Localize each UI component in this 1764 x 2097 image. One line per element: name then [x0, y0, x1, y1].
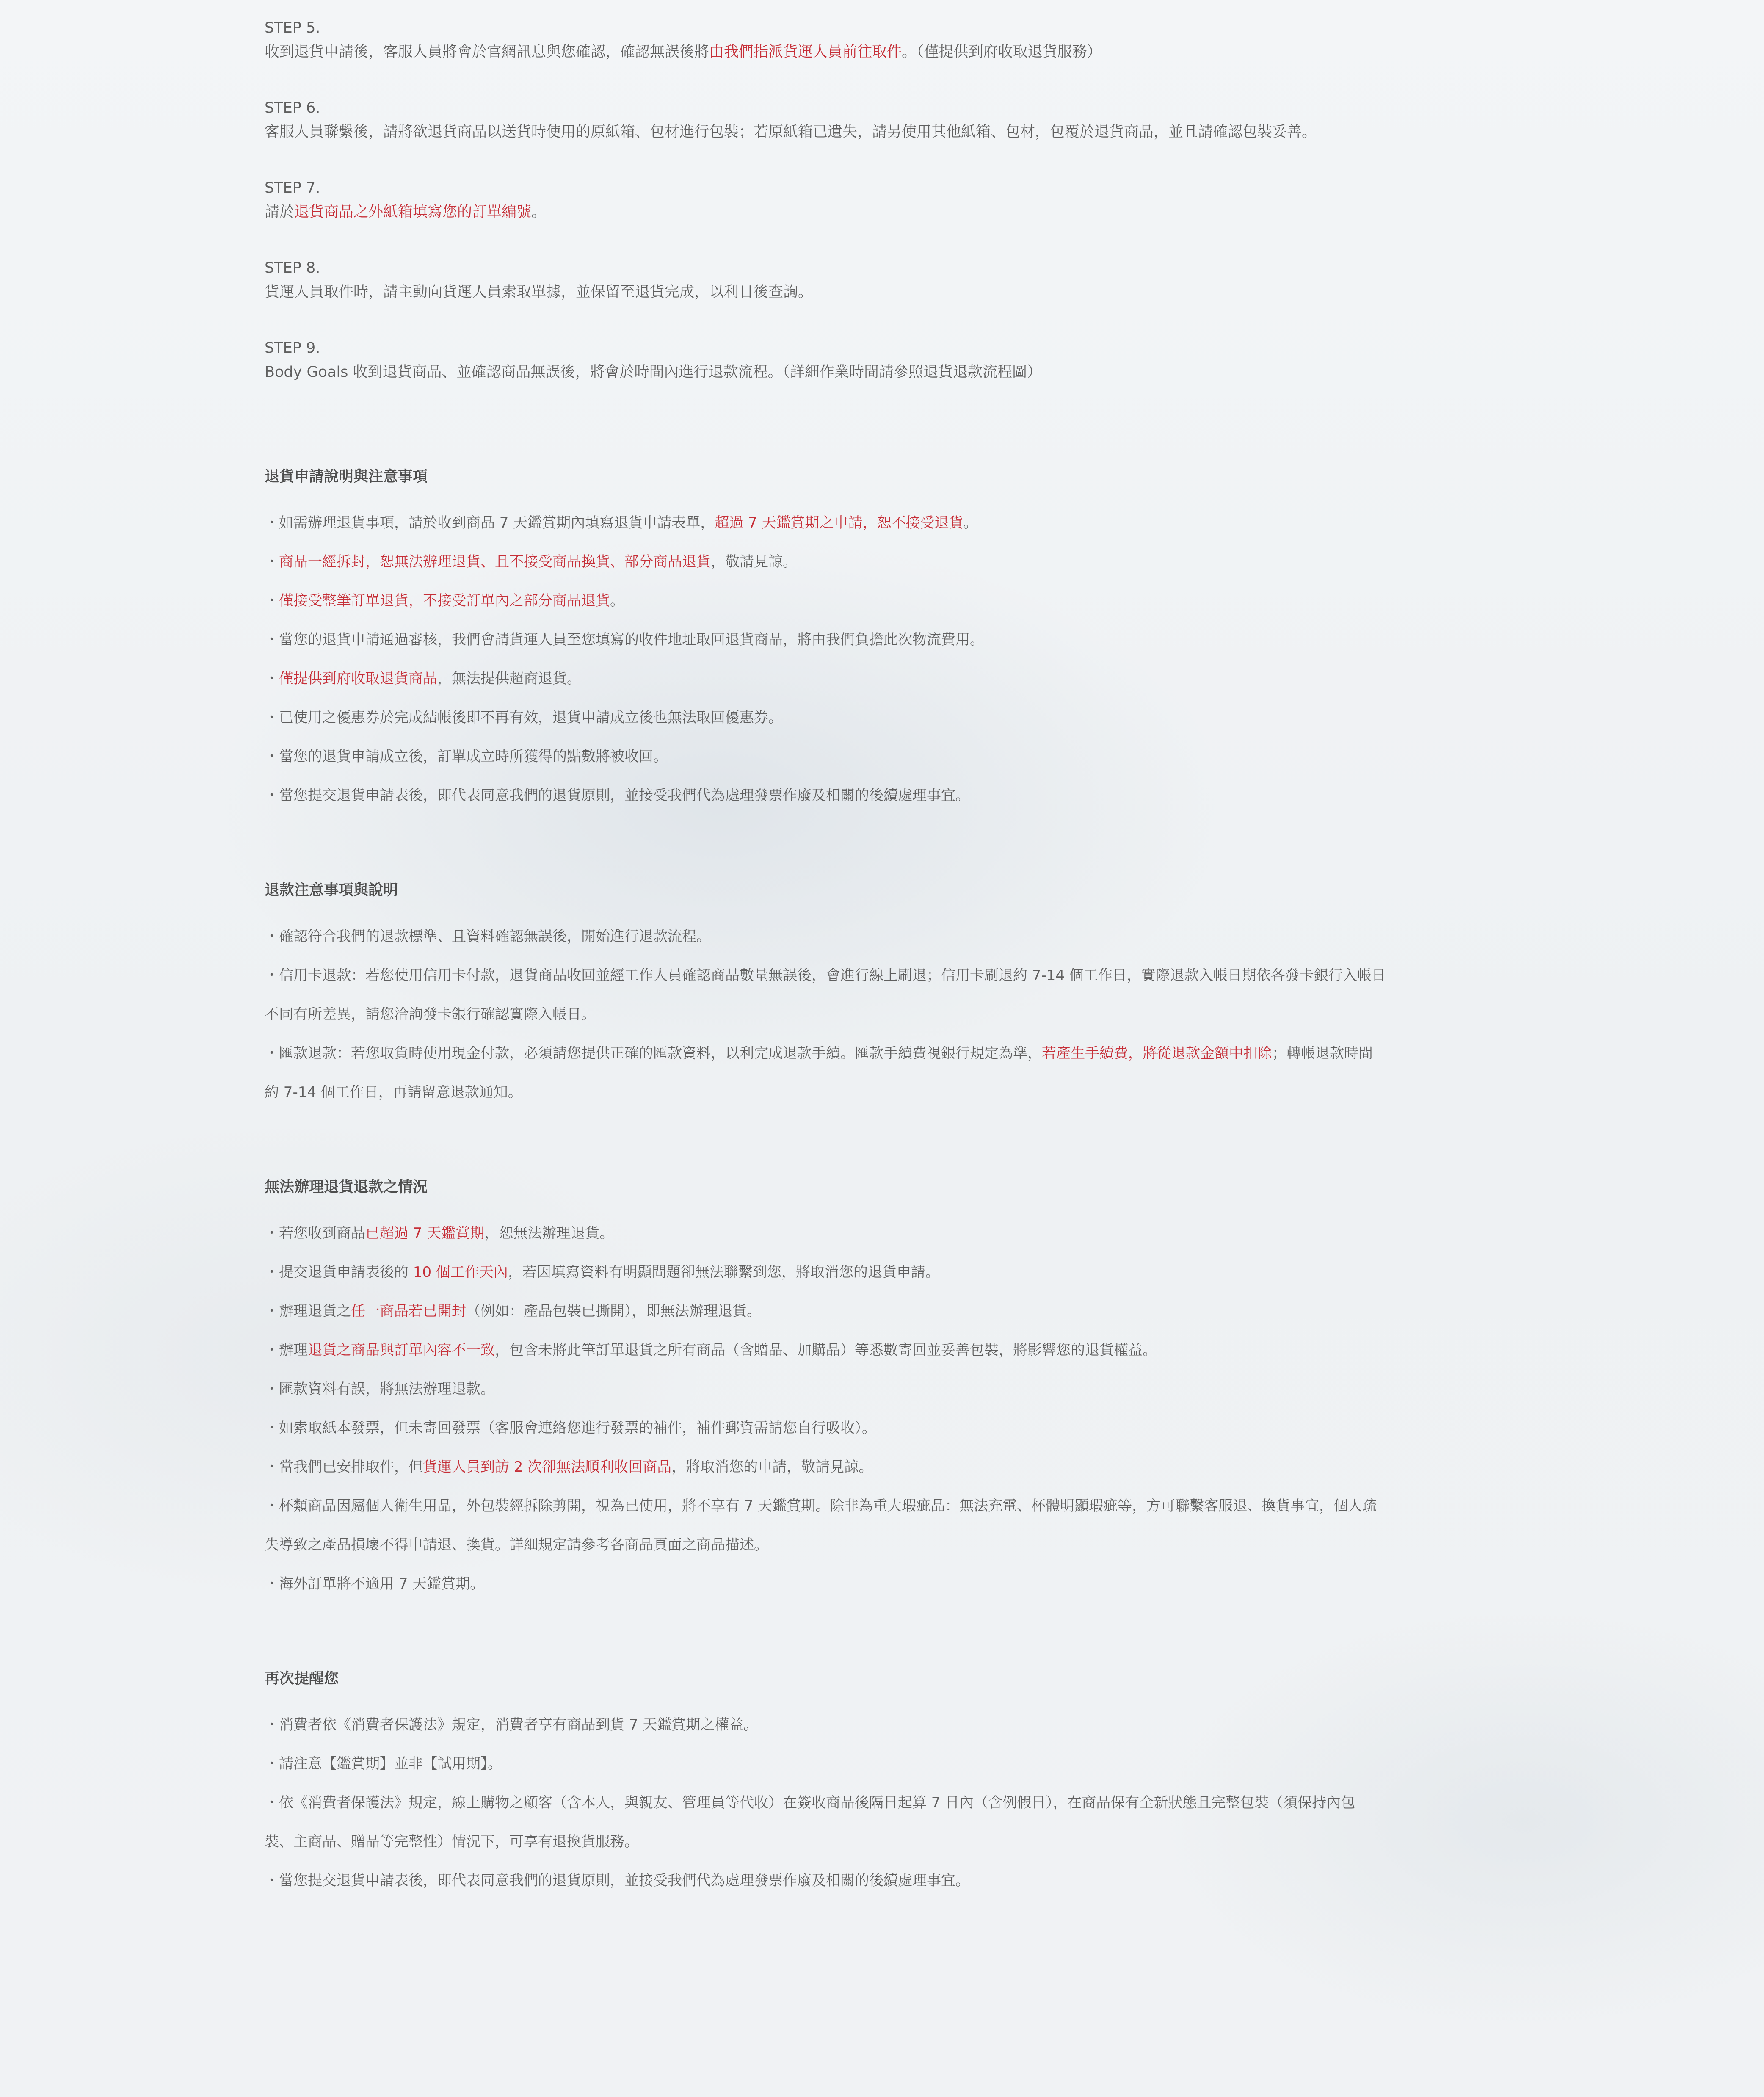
- text-segment: 。（僅提供到府收取退貨服務）: [902, 44, 1102, 61]
- step-description: [265, 280, 1505, 304]
- step-title: STEP 6.: [265, 99, 320, 116]
- policy-item: [265, 581, 1505, 620]
- text-segment: 不同有所差異，請您洽詢發卡銀行確認實際入帳日。: [265, 1006, 596, 1023]
- section-spacer: [265, 815, 1505, 879]
- policy-sections: [265, 416, 1505, 1900]
- text-segment: ・: [265, 592, 279, 609]
- policy-item: [265, 1292, 1505, 1331]
- highlighted-text: 貨運人員到訪 2 次卻無法順利收回商品: [423, 1459, 672, 1475]
- highlighted-text: 僅提供到府收取退貨商品: [279, 670, 437, 687]
- policy-item: [265, 956, 1505, 995]
- step-block: [265, 16, 1505, 64]
- text-segment: ・信用卡退款：若您使用信用卡付款，退貨商品收回並經工作人員確認商品數量無誤後，會進行線上刷退；信用卡刷退約 7-14 個工作日，實際退款入帳日期依各發卡銀行入帳日: [265, 967, 1386, 984]
- step-description: [265, 360, 1505, 384]
- text-segment: 請於: [265, 204, 295, 221]
- policy-item: [265, 737, 1505, 776]
- step-block: [265, 176, 1505, 224]
- highlighted-text: 退貨商品之外紙箱填寫您的訂單編號: [294, 204, 532, 221]
- highlighted-text: 商品一經拆封，恕無法辦理退貨、且不接受商品換貨、部分商品退貨: [279, 553, 711, 570]
- policy-item: [265, 1783, 1505, 1822]
- text-segment: ，無法提供超商退貨。: [437, 670, 581, 687]
- highlighted-text: 10 個工作天內: [413, 1264, 508, 1281]
- section-spacer: [265, 1112, 1505, 1175]
- text-segment: ・消費者依《消費者保護法》規定，消費者享有商品到貨 7 天鑑賞期之權益。: [265, 1716, 758, 1733]
- policy-item: [265, 917, 1505, 956]
- text-segment: 收到退貨申請後，客服人員將會於官網訊息與您確認，確認無誤後將: [265, 44, 709, 61]
- text-segment: ・如需辦理退貨事項，請於收到商品 7 天鑑賞期內填寫退貨申請表單，: [265, 514, 715, 531]
- step-title: STEP 5.: [265, 19, 320, 36]
- policy-item: [265, 659, 1505, 698]
- step-description: [265, 40, 1505, 64]
- text-segment: 裝、主商品、贈品等完整性）情況下，可享有退換貨服務。: [265, 1833, 639, 1850]
- text-segment: ・當您的退貨申請成立後，訂單成立時所獲得的點數將被收回。: [265, 748, 668, 765]
- policy-item: [265, 1448, 1505, 1486]
- policy-item: [265, 1409, 1505, 1448]
- policy-item: [265, 1822, 1505, 1861]
- policy-item: [265, 1486, 1505, 1525]
- text-segment: ・: [265, 670, 279, 687]
- text-segment: ，包含未將此筆訂單退貨之所有商品（含贈品、加購品）等悉數寄回並妥善包裝，將影響您的退貨權益。: [495, 1342, 1157, 1359]
- text-segment: ・當我們已安排取件，但: [265, 1459, 423, 1475]
- policy-item: [265, 1370, 1505, 1409]
- text-segment: ，恕無法辦理退貨。: [484, 1225, 614, 1242]
- text-segment: 。: [610, 592, 624, 609]
- highlighted-text: 僅接受整筆訂單退貨，不接受訂單內之部分商品退貨: [279, 592, 610, 609]
- highlighted-text: 已超過 7 天鑑賞期: [365, 1225, 485, 1242]
- highlighted-text: 若產生手續費，將從退款金額中扣除: [1042, 1045, 1272, 1062]
- text-segment: ・辦理: [265, 1342, 308, 1359]
- text-segment: ・若您收到商品: [265, 1225, 365, 1242]
- step-description: [265, 120, 1505, 144]
- text-segment: ・當您提交退貨申請表後，即代表同意我們的退貨原則，並接受我們代為處理發票作廢及相關的後續處理事宜。: [265, 1872, 970, 1889]
- section-spacer: [265, 1603, 1505, 1667]
- section-heading: 退款注意事項與說明: [265, 882, 398, 899]
- text-segment: 失導致之產品損壞不得申請退、換貨。詳細規定請參考各商品頁面之商品描述。: [265, 1536, 768, 1553]
- text-segment: ，若因填寫資料有明顯問題卻無法聯繫到您，將取消您的退貨申請。: [508, 1264, 940, 1281]
- policy-item: [265, 1253, 1505, 1292]
- text-segment: 約 7-14 個工作日，再請留意退款通知。: [265, 1084, 522, 1101]
- policy-item: [265, 776, 1505, 815]
- text-segment: ・已使用之優惠券於完成結帳後即不再有效，退貨申請成立後也無法取回優惠券。: [265, 709, 783, 726]
- text-segment: ・提交退貨申請表後的: [265, 1264, 413, 1281]
- text-segment: ・杯類商品因屬個人衛生用品，外包裝經拆除剪開，視為已使用，將不享有 7 天鑑賞期。除非為重大瑕疵品：無法充電、杯體明顯瑕疵等，方可聯繫客服退、換貨事宜，個人疏: [265, 1497, 1377, 1514]
- step-title: STEP 8.: [265, 260, 320, 276]
- policy-item: [265, 1214, 1505, 1253]
- section-heading: 無法辦理退貨退款之情況: [265, 1179, 428, 1196]
- text-segment: 貨運人員取件時，請主動向貨運人員索取單據，並保留至退貨完成，以利日後查詢。: [265, 284, 813, 301]
- text-segment: （例如：產品包裝已撕開），即無法辦理退貨。: [466, 1303, 761, 1320]
- highlighted-text: 退貨之商品與訂單內容不一致: [308, 1342, 495, 1359]
- step-title: STEP 9.: [265, 340, 320, 356]
- policy-section: [265, 465, 1505, 815]
- text-segment: ・當您的退貨申請通過審核，我們會請貨運人員至您填寫的收件地址取回退貨商品，將由我們負擔此次物流費用。: [265, 631, 984, 648]
- policy-item: [265, 1073, 1505, 1112]
- policy-section: [265, 1175, 1505, 1603]
- policy-item: [265, 995, 1505, 1034]
- policy-section: [265, 1667, 1505, 1900]
- policy-item: [265, 1564, 1505, 1603]
- highlighted-text: 任一商品若已開封: [351, 1303, 466, 1320]
- highlighted-text: 超過 7 天鑑賞期之申請，恕不接受退貨: [715, 514, 963, 531]
- policy-item: [265, 1861, 1505, 1900]
- text-segment: 。: [531, 204, 547, 221]
- section-heading: 退貨申請說明與注意事項: [265, 468, 428, 485]
- policy-item: [265, 1034, 1505, 1073]
- step-description: [265, 200, 1505, 224]
- policy-item: [265, 1705, 1505, 1744]
- step-block: [265, 336, 1505, 384]
- policy-item: [265, 503, 1505, 542]
- text-segment: ・匯款退款：若您取貨時使用現金付款，必須請您提供正確的匯款資料，以利完成退款手續。匯款手續費視銀行規定為準，: [265, 1045, 1042, 1062]
- section-heading: 再次提醒您: [265, 1670, 339, 1687]
- text-segment: ・如索取紙本發票，但未寄回發票（客服會連絡您進行發票的補件，補件郵資需請您自行吸收）。: [265, 1420, 876, 1437]
- section-spacer: [265, 416, 1505, 465]
- step-block: [265, 256, 1505, 304]
- return-policy-content: [265, 16, 1505, 1900]
- policy-item: [265, 698, 1505, 737]
- policy-item: [265, 620, 1505, 659]
- policy-item: [265, 1331, 1505, 1370]
- policy-item: [265, 1744, 1505, 1783]
- policy-section: [265, 879, 1505, 1112]
- text-segment: Body Goals 收到退貨商品、並確認商品無誤後，將會於時間內進行退款流程。（詳細作業時間請參照退貨退款流程圖）: [265, 364, 1042, 381]
- text-segment: ・當您提交退貨申請表後，即代表同意我們的退貨原則，並接受我們代為處理發票作廢及相關的後續處理事宜。: [265, 787, 970, 804]
- step-title: STEP 7.: [265, 180, 320, 196]
- text-segment: ；轉帳退款時間: [1272, 1045, 1373, 1062]
- policy-item: [265, 542, 1505, 581]
- text-segment: ・請注意【鑑賞期】並非【試用期】。: [265, 1755, 502, 1772]
- highlighted-text: 由我們指派貨運人員前往取件: [709, 44, 902, 61]
- text-segment: ・匯款資料有誤，將無法辦理退款。: [265, 1381, 495, 1398]
- text-segment: 客服人員聯繫後，請將欲退貨商品以送貨時使用的原紙箱、包材進行包裝；若原紙箱已遺失，請另使用其他紙箱、包材，包覆於退貨商品，並且請確認包裝妥善。: [265, 124, 1317, 141]
- text-segment: ，將取消您的申請，敬請見諒。: [671, 1459, 873, 1475]
- text-segment: ，敬請見諒。: [711, 553, 797, 570]
- policy-item: [265, 1525, 1505, 1564]
- text-segment: 。: [963, 514, 978, 531]
- text-segment: ・依《消費者保護法》規定，線上購物之顧客（含本人，與親友、管理員等代收）在簽收商品後隔日起算 7 日內（含例假日），在商品保有全新狀態且完整包裝（須保持內包: [265, 1794, 1355, 1811]
- text-segment: ・: [265, 553, 279, 570]
- step-block: [265, 96, 1505, 144]
- text-segment: ・確認符合我們的退款標準、且資料確認無誤後，開始進行退款流程。: [265, 928, 711, 945]
- text-segment: ・海外訂單將不適用 7 天鑑賞期。: [265, 1575, 485, 1592]
- return-steps: [265, 16, 1505, 384]
- text-segment: ・辦理退貨之: [265, 1303, 351, 1320]
